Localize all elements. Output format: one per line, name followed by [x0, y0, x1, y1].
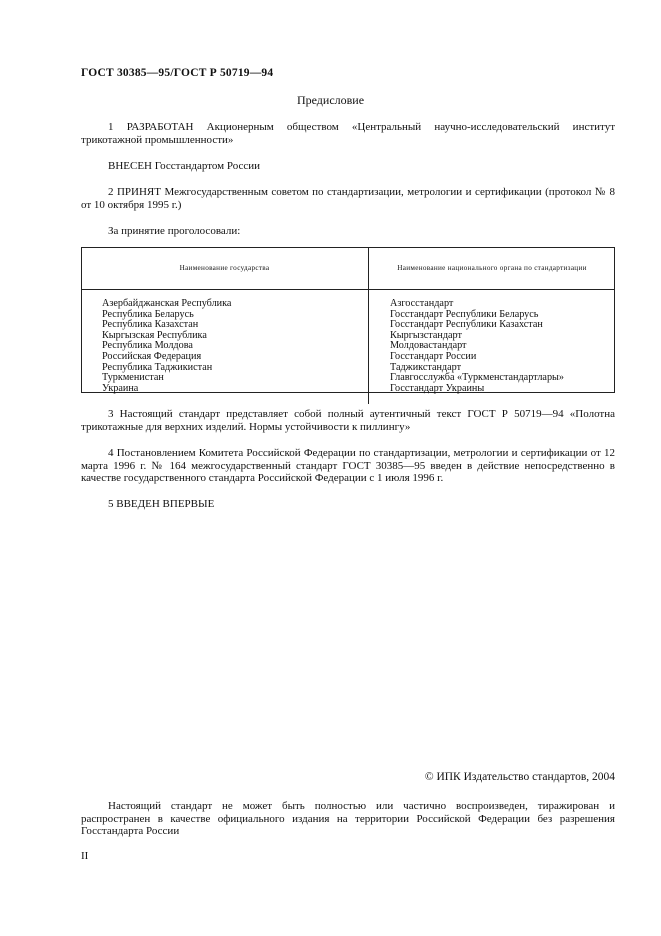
- standards-body-name: Госстандарт Украины: [390, 382, 485, 394]
- document-header: ГОСТ 30385—95/ГОСТ Р 50719—94: [81, 67, 274, 79]
- header-standards-body: Наименование национального органа по стандартизации: [369, 247, 616, 290]
- state-name: Республика Таджикистан: [102, 361, 213, 373]
- standards-body-name: Кыргызстандарт: [390, 329, 462, 341]
- paragraph-4: 4 Постановлением Комитета Российской Федерации по стандартизации, метрологии и сертификации от 12 марта 1996 г. № 164 межгосударственный стандарт ГОСТ 30385—95 введен в действие непосредственно в качестве государственного стандарта Российской Федерации с 1 июля 1996 г.: [81, 447, 615, 484]
- paragraph-3: 3 Настоящий стандарт представляет собой полный аутентичный текст ГОСТ Р 50719—94 «Полотна трикотажные для верхних изделий. Нормы устойчивости к пиллингу»: [81, 408, 615, 433]
- state-name: Республика Беларусь: [102, 308, 194, 320]
- header-state: Наименование государства: [81, 247, 369, 290]
- copyright: © ИПК Издательство стандартов, 2004: [424, 771, 615, 783]
- voting-table: [81, 247, 615, 404]
- bodies-cell: [369, 290, 616, 405]
- section-title: Предисловие: [296, 93, 365, 107]
- state-name: Украина: [102, 382, 139, 394]
- standards-body-name: Молдовастандарт: [390, 340, 467, 352]
- table-header-row: [81, 247, 615, 290]
- standards-body-name: Госстандарт Республики Беларусь: [390, 308, 539, 320]
- state-name: Азербайджанская Республика: [102, 298, 232, 309]
- state-name: Российская Федерация: [102, 350, 202, 362]
- standards-body-name: Госстандарт Республики Казахстан: [390, 319, 543, 331]
- paragraph-2: 2 ПРИНЯТ Межгосударственным советом по стандартизации, метрологии и сертификации (протокол № 8 от 10 октября 1995 г.): [81, 186, 615, 211]
- table-body-row: [81, 290, 615, 405]
- standards-body-name: Госстандарт России: [390, 350, 477, 362]
- state-name: Туркменистан: [102, 372, 164, 384]
- page-number: II: [81, 850, 89, 862]
- state-name: Республика Казахстан: [102, 319, 199, 331]
- paragraph-1: 1 РАЗРАБОТАН Акционерным обществом «Центральный научно-исследовательский институт трикотажной промышленности»: [81, 121, 615, 146]
- standards-body-name: Таджикстандарт: [390, 361, 462, 373]
- voted-intro: За принятие проголосовали:: [108, 225, 241, 237]
- state-name: Кыргызская Республика: [102, 329, 207, 341]
- standards-body-name: Главгосслужба «Туркменстандартлары»: [390, 372, 564, 384]
- reproduction-notice: Настоящий стандарт не может быть полностью или частично воспроизведен, тиражирован и распространен в качестве официального издания на территории Российской Федерации без разрешения Госстандарта России: [81, 800, 615, 837]
- standards-body-name: Азгосстандарт: [390, 298, 454, 309]
- paragraph-5: 5 ВВЕДЕН ВПЕРВЫЕ: [108, 498, 215, 510]
- paragraph-vnesen: ВНЕСЕН Госстандартом России: [108, 160, 261, 172]
- states-cell: [81, 290, 369, 405]
- state-name: Республика Молдова: [102, 340, 193, 352]
